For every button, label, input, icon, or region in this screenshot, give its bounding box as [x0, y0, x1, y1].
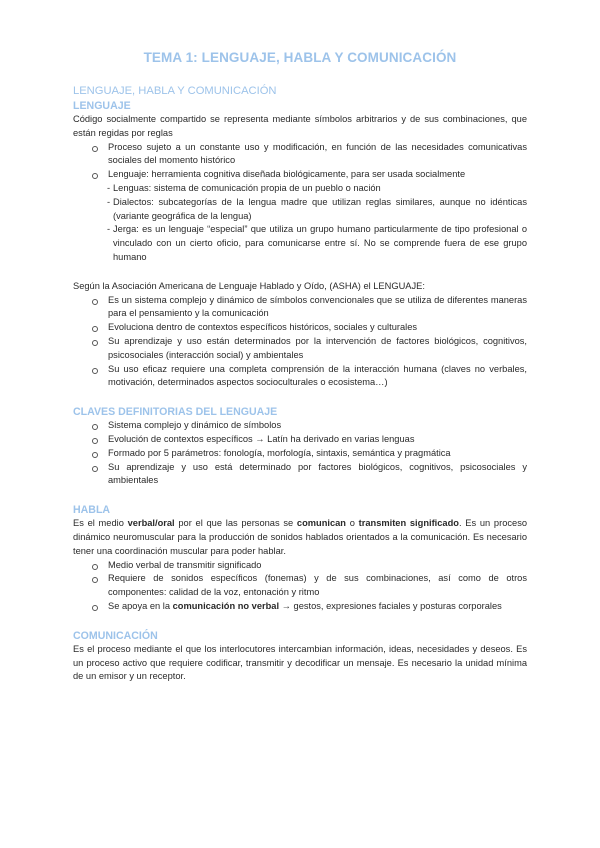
claves-list: [73, 419, 527, 488]
list-item: - Dialectos: subcategorías de la lengua madre que utilizan reglas similares, aunque no idénticas (variante geográfica de la lengua): [108, 196, 527, 224]
section-habla: [73, 503, 527, 614]
heading-lenguaje: LENGUAJE: [73, 100, 131, 112]
section-lenguaje: [73, 99, 527, 390]
list-item: Sistema complejo y dinámico de símbolos: [91, 419, 527, 433]
section-comunicacion: [73, 629, 527, 684]
heading-claves: CLAVES DEFINITORIAS DEL LENGUAJE: [73, 406, 278, 419]
list-item: Requiere de sonidos específicos (fonemas) y de sus combinaciones, así como de otros componentes: calidad de la voz, entonación y ritmo: [91, 572, 527, 600]
list-item: Se apoya en la comunicación no verbal → gestos, expresiones faciales y posturas corporales: [91, 600, 527, 614]
asha-intro: Según la Asociación Americana de Lenguaje Hablado y Oído, (ASHA) el LENGUAJE:: [73, 280, 425, 291]
section-subtitle: LENGUAJE, HABLA Y COMUNICACIÓN: [73, 85, 277, 97]
lenguaje-intro: Código socialmente compartido se representa mediante símbolos arbitrarios y de sus combinaciones, que están regidas por reglas: [73, 114, 527, 138]
list-item: Evolución de contextos específicos → Latín ha derivado en varias lenguas: [91, 433, 527, 447]
lenguaje-sublist: [73, 182, 527, 265]
asha-list: [73, 294, 527, 391]
comunicacion-paragraph: Es el proceso mediante el que los interlocutores intercambian información, ideas, necesidades y deseos. Es un proceso activo que requiere codificar, transmitir y decodificar un mensaje. Es necesario la unidad mínima de un emisor y un receptor.: [73, 643, 527, 682]
list-item: Proceso sujeto a un constante uso y modificación, en función de las necesidades comunicativas sociales del momento histórico: [91, 141, 527, 169]
list-item: Su aprendizaje y uso está determinado por factores biológicos, cognitivos, psicosociales y ambientales: [91, 461, 527, 489]
heading-comunicacion: COMUNICACIÓN: [73, 629, 158, 642]
list-item: Lenguaje: herramienta cognitiva diseñada biológicamente, para ser usada socialmente: [91, 168, 527, 182]
list-item: Es un sistema complejo y dinámico de símbolos convencionales que se utiliza de diferentes maneras para el pensamiento y la comunicación: [91, 294, 527, 322]
list-item: Evoluciona dentro de contextos específicos históricos, sociales y culturales: [91, 321, 527, 335]
lenguaje-list: [73, 141, 527, 182]
section-claves: [73, 405, 527, 488]
habla-paragraph: Es el medio verbal/oral por el que las personas se comunican o transmiten significado. Es un proceso dinámico neuromuscular para la producción de sonidos hablados orientados a la comunicación. Es necesario tener una coordinación muscular para poder hablar.: [73, 518, 528, 556]
list-item: Su aprendizaje y uso están determinados por la intervención de factores biológicos, cognitivos, psicosociales (interacción social) y ambientales: [91, 335, 527, 363]
list-item: Su uso eficaz requiere una completa comprensión de la interacción humana (claves no verbales, motivación, determinados aspectos socioculturales o ecosistema…): [91, 363, 527, 391]
heading-habla: HABLA: [73, 504, 111, 517]
habla-list: [73, 559, 527, 614]
list-item: - Jerga: es un lenguaje “especial” que utiliza un grupo humano particularmente de tipo profesional o vinculado con un cierto oficio, para comunicarse entre sí. No se comprende fuera de ese grupo humano: [108, 223, 527, 264]
list-item: Medio verbal de transmitir significado: [91, 559, 527, 573]
list-item: Formado por 5 parámetros: fonología, morfología, sintaxis, semántica y pragmática: [91, 447, 527, 461]
list-item: - Lenguas: sistema de comunicación propia de un pueblo o nación: [108, 182, 527, 196]
document-body: [73, 84, 527, 684]
page-title: TEMA 1: LENGUAJE, HABLA Y COMUNICACIÓN: [143, 50, 457, 65]
